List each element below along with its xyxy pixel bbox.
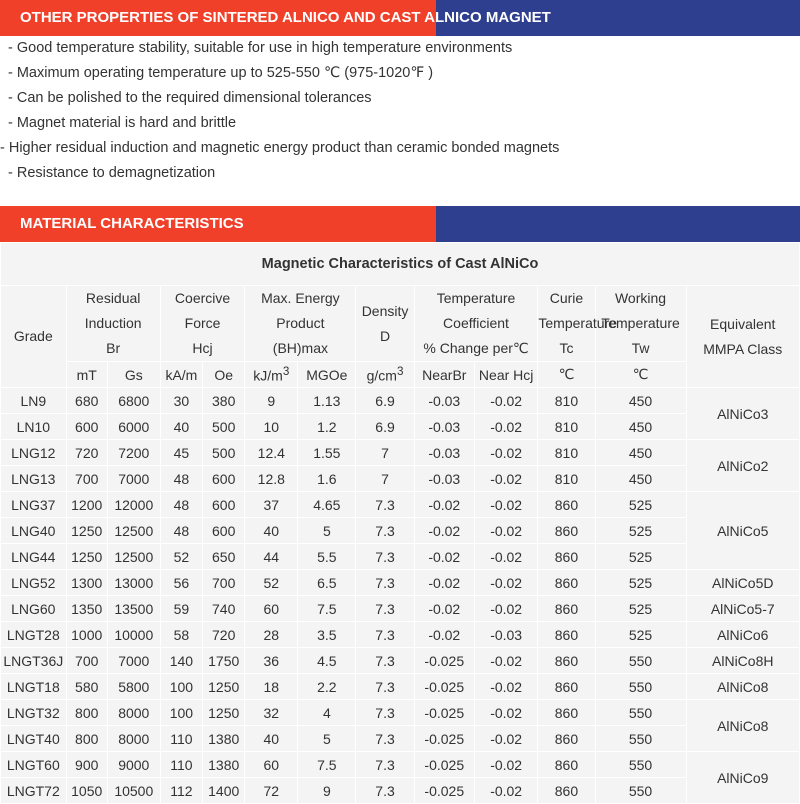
cell-bh-kj: 10 — [245, 414, 298, 440]
cell-near-hcj: -0.02 — [474, 570, 537, 596]
cell-br-mt: 800 — [66, 726, 107, 752]
cell-working: 525 — [595, 622, 686, 648]
cell-bh-kj: 32 — [245, 700, 298, 726]
cell-near-br: -0.025 — [414, 752, 474, 778]
cell-density: 7.3 — [356, 700, 414, 726]
cell-hcj-oe: 700 — [203, 570, 245, 596]
list-item: - Can be polished to the required dimensional tolerances — [8, 90, 372, 106]
unit-superscript: 3 — [396, 365, 404, 379]
cell-working: 550 — [595, 778, 686, 804]
header-line: Coercive — [174, 290, 231, 306]
cell-grade: LNGT72 — [1, 778, 67, 804]
cell-hcj-oe: 740 — [203, 596, 245, 622]
cell-bh-mgoe: 5 — [298, 726, 356, 752]
cell-mmpa-class: AlNiCo3 — [686, 388, 800, 440]
header-line: MMPA Class — [703, 340, 783, 357]
cell-mmpa-class: AlNiCo5-7 — [686, 596, 800, 622]
cell-near-hcj: -0.02 — [474, 674, 537, 700]
cell-density: 7.3 — [356, 596, 414, 622]
unit-curie: ℃ — [538, 362, 595, 388]
cell-br-mt: 1050 — [66, 778, 107, 804]
cell-near-br: -0.025 — [414, 700, 474, 726]
cell-curie: 860 — [538, 570, 595, 596]
header-line: Residual — [85, 290, 141, 306]
cell-grade: LNG37 — [1, 492, 67, 518]
cell-grade: LNGT32 — [1, 700, 67, 726]
cell-mmpa-class: AlNiCo9 — [686, 752, 800, 804]
cell-bh-mgoe: 7.5 — [298, 596, 356, 622]
list-item: - Maximum operating temperature up to 525-550 ℃ (975-1020℉ ) — [8, 65, 434, 81]
cell-grade: LNG40 — [1, 518, 67, 544]
magnetic-characteristics-table — [0, 242, 800, 804]
cell-bh-kj: 28 — [245, 622, 298, 648]
cell-br-gs: 9000 — [107, 752, 160, 778]
cell-bh-mgoe: 1.55 — [298, 440, 356, 466]
cell-mmpa-class: AlNiCo8 — [686, 700, 800, 752]
cell-hcj-oe: 1750 — [203, 648, 245, 674]
header-line: Coefficient — [443, 315, 509, 331]
cell-hcj-kam: 40 — [160, 414, 202, 440]
cell-br-gs: 6800 — [107, 388, 160, 414]
cell-curie: 810 — [538, 440, 595, 466]
cell-grade: LNG52 — [1, 570, 67, 596]
cell-br-gs: 5800 — [107, 674, 160, 700]
header-line: (BH)max — [272, 340, 329, 356]
cell-br-mt: 1300 — [66, 570, 107, 596]
cell-br-mt: 1200 — [66, 492, 107, 518]
table-row — [1, 648, 800, 674]
unit-superscript: 3 — [282, 365, 290, 379]
unit-gs: Gs — [107, 362, 160, 388]
cell-br-mt: 1000 — [66, 622, 107, 648]
cell-br-gs: 10000 — [107, 622, 160, 648]
table-row — [1, 570, 800, 596]
cell-density: 7.3 — [356, 622, 414, 648]
cell-curie: 860 — [538, 778, 595, 804]
cell-near-br: -0.025 — [414, 648, 474, 674]
header-line: Br — [106, 340, 121, 356]
cell-br-mt: 1350 — [66, 596, 107, 622]
cell-hcj-oe: 1380 — [203, 726, 245, 752]
list-item: - Resistance to demagnetization — [8, 165, 216, 181]
cell-hcj-oe: 1250 — [203, 674, 245, 700]
cell-working: 550 — [595, 752, 686, 778]
cell-bh-kj: 60 — [245, 596, 298, 622]
cell-near-br: -0.025 — [414, 674, 474, 700]
cell-bh-kj: 12.8 — [245, 466, 298, 492]
cell-near-br: -0.025 — [414, 726, 474, 752]
header-line: Density — [361, 302, 409, 319]
table-row — [1, 544, 800, 570]
table-row — [1, 466, 800, 492]
cell-working: 550 — [595, 648, 686, 674]
header-line: % Change per℃ — [423, 340, 529, 356]
unit-mgoe: MGOe — [298, 362, 356, 388]
header-line: D — [379, 327, 391, 344]
header-line: Equivalent — [710, 315, 776, 332]
cell-mmpa-class: AlNiCo6 — [686, 622, 800, 648]
cell-bh-mgoe: 6.5 — [298, 570, 356, 596]
unit-near-br: NearBr — [414, 362, 474, 388]
cell-near-hcj: -0.02 — [474, 726, 537, 752]
cell-curie: 860 — [538, 648, 595, 674]
header-line: Temperature — [538, 315, 617, 331]
cell-hcj-oe: 600 — [203, 492, 245, 518]
cell-bh-mgoe: 7.5 — [298, 752, 356, 778]
cell-mmpa-class: AlNiCo8 — [686, 674, 800, 700]
cell-hcj-kam: 100 — [160, 700, 202, 726]
cell-working: 450 — [595, 414, 686, 440]
cell-working: 450 — [595, 388, 686, 414]
cell-hcj-kam: 58 — [160, 622, 202, 648]
cell-hcj-kam: 100 — [160, 674, 202, 700]
cell-br-mt: 600 — [66, 414, 107, 440]
cell-hcj-kam: 48 — [160, 518, 202, 544]
cell-grade: LNG13 — [1, 466, 67, 492]
cell-density: 7.3 — [356, 570, 414, 596]
table-row — [1, 726, 800, 752]
cell-near-br: -0.03 — [414, 466, 474, 492]
cell-curie: 860 — [538, 752, 595, 778]
cell-bh-kj: 9 — [245, 388, 298, 414]
cell-br-gs: 7000 — [107, 466, 160, 492]
cell-grade: LNGT28 — [1, 622, 67, 648]
header-line: Force — [184, 315, 221, 331]
cell-density: 7.3 — [356, 544, 414, 570]
unit-g-cm3 — [356, 362, 414, 388]
header-curie-temperature — [538, 286, 617, 362]
cell-near-hcj: -0.02 — [474, 778, 537, 804]
cell-bh-kj: 52 — [245, 570, 298, 596]
cell-working: 525 — [595, 596, 686, 622]
cell-bh-kj: 40 — [245, 518, 298, 544]
cell-near-br: -0.03 — [414, 440, 474, 466]
cell-near-hcj: -0.02 — [474, 518, 537, 544]
cell-working: 525 — [595, 544, 686, 570]
header-working-temperature — [595, 286, 686, 362]
cell-br-mt: 720 — [66, 440, 107, 466]
cell-br-mt: 1250 — [66, 544, 107, 570]
cell-br-mt: 680 — [66, 388, 107, 414]
cell-bh-mgoe: 5 — [298, 518, 356, 544]
cell-bh-mgoe: 5.5 — [298, 544, 356, 570]
cell-mmpa-class: AlNiCo8H — [686, 648, 800, 674]
header-line: Induction — [84, 315, 142, 331]
table-row — [1, 518, 800, 544]
cell-hcj-kam: 30 — [160, 388, 202, 414]
cell-curie: 860 — [538, 544, 595, 570]
cell-hcj-oe: 1250 — [203, 700, 245, 726]
cell-bh-mgoe: 3.5 — [298, 622, 356, 648]
cell-bh-kj: 12.4 — [245, 440, 298, 466]
cell-curie: 860 — [538, 700, 595, 726]
cell-near-br: -0.03 — [414, 388, 474, 414]
table-row — [1, 700, 800, 726]
cell-bh-mgoe: 2.2 — [298, 674, 356, 700]
cell-br-gs: 7000 — [107, 648, 160, 674]
table-row — [1, 440, 800, 466]
cell-hcj-kam: 110 — [160, 726, 202, 752]
unit-oe: Oe — [203, 362, 245, 388]
cell-density: 7.3 — [356, 778, 414, 804]
cell-working: 450 — [595, 466, 686, 492]
cell-working: 550 — [595, 726, 686, 752]
cell-bh-kj: 44 — [245, 544, 298, 570]
header-max-energy-product — [245, 286, 356, 362]
header-line: Tc — [559, 340, 574, 356]
cell-hcj-kam: 110 — [160, 752, 202, 778]
cell-hcj-oe: 600 — [203, 466, 245, 492]
cell-density: 7.3 — [356, 726, 414, 752]
cell-hcj-oe: 1380 — [203, 752, 245, 778]
cell-hcj-kam: 45 — [160, 440, 202, 466]
cell-bh-mgoe: 9 — [298, 778, 356, 804]
cell-density: 7.3 — [356, 752, 414, 778]
cell-hcj-oe: 500 — [203, 440, 245, 466]
cell-bh-mgoe: 4.65 — [298, 492, 356, 518]
cell-hcj-kam: 52 — [160, 544, 202, 570]
cell-bh-kj: 72 — [245, 778, 298, 804]
cell-bh-mgoe: 1.6 — [298, 466, 356, 492]
cell-near-br: -0.02 — [414, 518, 474, 544]
cell-hcj-kam: 112 — [160, 778, 202, 804]
cell-hcj-oe: 500 — [203, 414, 245, 440]
cell-bh-kj: 18 — [245, 674, 298, 700]
cell-hcj-oe: 380 — [203, 388, 245, 414]
cell-near-hcj: -0.02 — [474, 492, 537, 518]
cell-working: 525 — [595, 518, 686, 544]
cell-near-hcj: -0.02 — [474, 700, 537, 726]
header-line: Product — [276, 315, 325, 331]
cell-near-hcj: -0.02 — [474, 466, 537, 492]
table-header-row — [1, 286, 800, 362]
cell-br-mt: 580 — [66, 674, 107, 700]
unit-near-hcj: Near Hcj — [474, 362, 537, 388]
cell-curie: 860 — [538, 622, 595, 648]
cell-br-gs: 13000 — [107, 570, 160, 596]
cell-density: 7.3 — [356, 674, 414, 700]
characteristics-table-container — [0, 242, 800, 804]
cell-near-br: -0.02 — [414, 544, 474, 570]
cell-near-hcj: -0.02 — [474, 648, 537, 674]
header-line: Hcj — [192, 340, 213, 356]
cell-hcj-kam: 48 — [160, 466, 202, 492]
cell-hcj-oe: 600 — [203, 518, 245, 544]
section-title: OTHER PROPERTIES OF SINTERED ALNICO AND CAST ALNICO MAGNET — [20, 9, 551, 26]
cell-density: 7.3 — [356, 492, 414, 518]
cell-br-gs: 12500 — [107, 544, 160, 570]
cell-grade: LNGT18 — [1, 674, 67, 700]
cell-grade: LNGT36J — [1, 648, 67, 674]
cell-near-hcj: -0.02 — [474, 596, 537, 622]
cell-near-br: -0.03 — [414, 414, 474, 440]
cell-bh-kj: 36 — [245, 648, 298, 674]
header-line: Working — [614, 290, 667, 306]
header-line: Temperature — [436, 290, 516, 306]
cell-near-hcj: -0.02 — [474, 752, 537, 778]
cell-grade: LN9 — [1, 388, 67, 414]
unit-kj-m3 — [245, 362, 298, 388]
cell-grade: LNG12 — [1, 440, 67, 466]
list-item: - Good temperature stability, suitable for use in high temperature environments — [8, 40, 513, 56]
header-coercive-force — [160, 286, 245, 362]
cell-bh-mgoe: 4 — [298, 700, 356, 726]
header-equivalent-mmpa-class — [686, 286, 800, 388]
cell-near-hcj: -0.02 — [474, 544, 537, 570]
unit-text: g/cm — [366, 367, 397, 384]
cell-near-br: -0.02 — [414, 622, 474, 648]
cell-mmpa-class: AlNiCo2 — [686, 440, 800, 492]
cell-curie: 860 — [538, 674, 595, 700]
cell-density: 7 — [356, 466, 414, 492]
header-line: Max. Energy — [261, 290, 340, 306]
cell-working: 450 — [595, 440, 686, 466]
cell-hcj-kam: 56 — [160, 570, 202, 596]
section-banner-other-properties — [0, 0, 800, 36]
cell-near-hcj: -0.02 — [474, 388, 537, 414]
cell-br-gs: 7200 — [107, 440, 160, 466]
header-line: Temperature — [601, 315, 680, 331]
table-row — [1, 778, 800, 804]
cell-bh-mgoe: 4.5 — [298, 648, 356, 674]
cell-working: 525 — [595, 492, 686, 518]
cell-hcj-oe: 720 — [203, 622, 245, 648]
cell-hcj-oe: 650 — [203, 544, 245, 570]
cell-br-mt: 900 — [66, 752, 107, 778]
cell-br-gs: 12500 — [107, 518, 160, 544]
cell-br-mt: 800 — [66, 700, 107, 726]
cell-br-gs: 6000 — [107, 414, 160, 440]
section-banner-material-characteristics — [0, 206, 800, 242]
table-row — [1, 622, 800, 648]
cell-near-br: -0.025 — [414, 778, 474, 804]
header-line: Curie — [549, 290, 584, 306]
cell-hcj-kam: 59 — [160, 596, 202, 622]
cell-density: 7.3 — [356, 518, 414, 544]
header-line: Tw — [631, 340, 650, 356]
list-item: - Magnet material is hard and brittle — [8, 115, 237, 131]
cell-working: 550 — [595, 674, 686, 700]
cell-near-hcj: -0.02 — [474, 414, 537, 440]
table-caption-row — [1, 243, 800, 286]
cell-bh-kj: 40 — [245, 726, 298, 752]
cell-bh-mgoe: 1.2 — [298, 414, 356, 440]
table-row — [1, 596, 800, 622]
cell-curie: 810 — [538, 414, 595, 440]
cell-grade: LNG44 — [1, 544, 67, 570]
cell-curie: 860 — [538, 726, 595, 752]
table-caption: Magnetic Characteristics of Cast AlNiCo — [1, 243, 800, 286]
cell-near-hcj: -0.03 — [474, 622, 537, 648]
table-row — [1, 674, 800, 700]
cell-curie: 860 — [538, 492, 595, 518]
cell-density: 7.3 — [356, 648, 414, 674]
cell-br-gs: 8000 — [107, 726, 160, 752]
cell-hcj-kam: 140 — [160, 648, 202, 674]
cell-working: 525 — [595, 570, 686, 596]
header-residual-induction — [66, 286, 160, 362]
cell-density: 6.9 — [356, 388, 414, 414]
cell-curie: 810 — [538, 466, 595, 492]
table-units-row — [1, 362, 800, 388]
table-body — [1, 388, 800, 804]
cell-working: 550 — [595, 700, 686, 726]
cell-bh-mgoe: 1.13 — [298, 388, 356, 414]
cell-grade: LN10 — [1, 414, 67, 440]
unit-working: ℃ — [595, 362, 686, 388]
cell-curie: 810 — [538, 388, 595, 414]
cell-density: 6.9 — [356, 414, 414, 440]
cell-near-br: -0.02 — [414, 570, 474, 596]
section-title: MATERIAL CHARACTERISTICS — [20, 215, 244, 232]
cell-br-gs: 8000 — [107, 700, 160, 726]
header-temperature-coefficient — [414, 286, 538, 362]
unit-kam: kA/m — [160, 362, 202, 388]
list-item: - Higher residual induction and magnetic energy product than ceramic bonded magnets — [0, 140, 560, 156]
cell-br-mt: 700 — [66, 648, 107, 674]
cell-br-gs: 12000 — [107, 492, 160, 518]
cell-near-br: -0.02 — [414, 492, 474, 518]
unit-mt: mT — [66, 362, 107, 388]
cell-curie: 860 — [538, 518, 595, 544]
cell-br-gs: 10500 — [107, 778, 160, 804]
cell-grade: LNGT60 — [1, 752, 67, 778]
table-row — [1, 388, 800, 414]
cell-mmpa-class: AlNiCo5D — [686, 570, 800, 596]
cell-curie: 860 — [538, 596, 595, 622]
cell-mmpa-class: AlNiCo5 — [686, 492, 800, 570]
table-row — [1, 492, 800, 518]
table-row — [1, 752, 800, 778]
cell-br-mt: 700 — [66, 466, 107, 492]
cell-hcj-oe: 1400 — [203, 778, 245, 804]
cell-br-gs: 13500 — [107, 596, 160, 622]
unit-text: kJ/m — [253, 367, 283, 384]
header-density — [356, 286, 414, 362]
cell-br-mt: 1250 — [66, 518, 107, 544]
cell-bh-kj: 37 — [245, 492, 298, 518]
cell-near-hcj: -0.02 — [474, 440, 537, 466]
cell-bh-kj: 60 — [245, 752, 298, 778]
cell-grade: LNG60 — [1, 596, 67, 622]
table-row — [1, 414, 800, 440]
header-grade: Grade — [1, 286, 67, 388]
cell-near-br: -0.02 — [414, 596, 474, 622]
cell-hcj-kam: 48 — [160, 492, 202, 518]
cell-grade: LNGT40 — [1, 726, 67, 752]
cell-density: 7 — [356, 440, 414, 466]
